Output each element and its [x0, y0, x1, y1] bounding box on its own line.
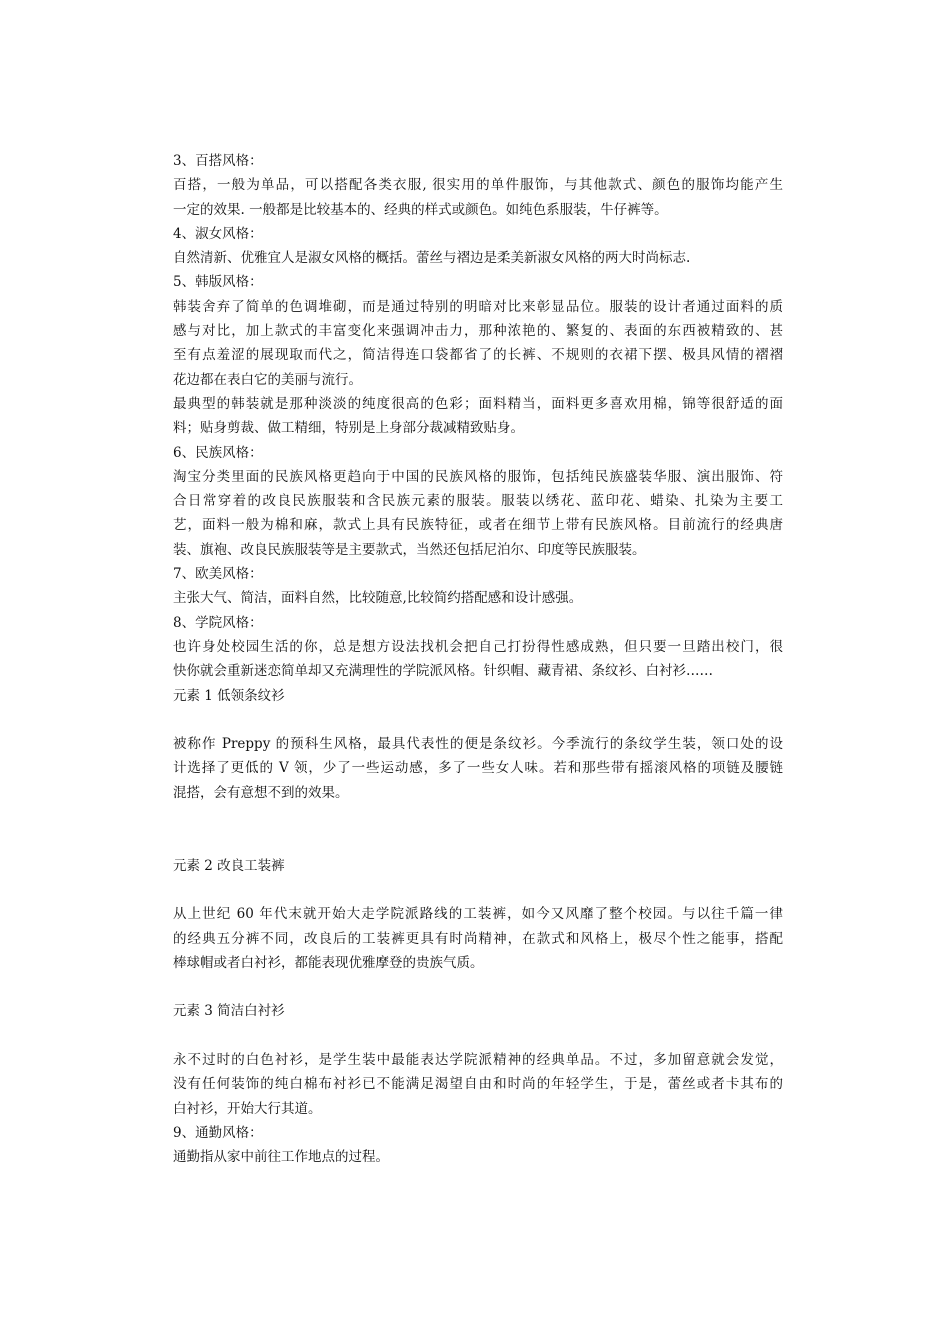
text-line: 白衬衫，开始大行其道。 [173, 1100, 322, 1117]
text-line: 花边都在表白它的美丽与流行。 [173, 371, 362, 388]
text-line: 被称作 Preppy 的预科生风格，最具代表性的便是条纹衫。今季流行的条纹学生装，领口处的设 [173, 736, 783, 753]
text-line: 的经典五分裤不同，改良后的工装裤更具有时尚精神，在款式和风格上，极尽个性之能事，搭配 [173, 930, 783, 947]
text-line: 艺，面料一般为棉和麻，款式上具有民族特征，或者在细节上带有民族风格。目前流行的经典唐 [173, 517, 783, 534]
text-line: 韩装舍弃了简单的色调堆砌，而是通过特别的明暗对比来彰显品位。服装的设计者通过面料的质 [173, 298, 783, 315]
text-line: 料；贴身剪裁、做工精细，特别是上身部分裁减精致贴身。 [173, 420, 524, 437]
blank-line [173, 878, 783, 902]
blank-line [173, 975, 783, 999]
text-line: 9、通勤风格： [173, 1124, 263, 1141]
document-body [173, 149, 783, 1169]
text-line: 元素 1 低领条纹衫 [173, 687, 285, 704]
text-line: 感与对比，加上款式的丰富变化来强调冲击力，那种浓艳的、繁复的、表面的东西被精致的、甚 [173, 323, 783, 340]
text-line: 5、韩版风格： [173, 274, 263, 291]
text-line: 7、欧美风格： [173, 566, 263, 583]
text-line: 永不过时的白色衬衫，是学生装中最能表达学院派精神的经典单品。不过，多加留意就会发觉， [173, 1051, 783, 1068]
text-line: 自然清新、优雅宜人是淑女风格的概括。蕾丝与褶边是柔美新淑女风格的两大时尚标志. [173, 250, 691, 267]
text-line: 8、学院风格： [173, 614, 263, 631]
text-line: 主张大气、简洁，面料自然，比较随意,比较简约搭配感和设计感强。 [173, 590, 583, 607]
text-line: 通勤指从家中前往工作地点的过程。 [173, 1149, 389, 1166]
text-line: 棒球帽或者白衬衫，都能表现优雅摩登的贵族气质。 [173, 954, 484, 971]
text-line: 6、民族风格： [173, 444, 263, 461]
text-line: 淘宝分类里面的民族风格更趋向于中国的民族风格的服饰，包括纯民族盛装华服、演出服饰、符 [173, 468, 783, 485]
text-line: 3、百搭风格： [173, 153, 263, 169]
text-line: 没有任何装饰的纯白棉布衬衫已不能满足渴望自由和时尚的年轻学生，于是，蕾丝或者卡其布的 [173, 1076, 783, 1093]
text-line: 合日常穿着的改良民族服装和含民族元素的服装。服装以绣花、蓝印花、蜡染、扎染为主要工 [173, 493, 783, 510]
text-line: 计选择了更低的 V 领，少了一些运动感，多了一些女人味。若和那些带有摇滚风格的项链及腰链 [173, 760, 783, 777]
text-line: 从上世纪 60 年代末就开始大走学院派路线的工装裤，如今又风靡了整个校园。与以往千篇一律 [173, 906, 783, 923]
blank-line [173, 805, 783, 854]
text-line: 百搭，一般为单品，可以搭配各类衣服, 很实用的单件服饰，与其他款式、颜色的服饰均能产生 [173, 177, 783, 194]
text-line: 至有点羞涩的展现取而代之，简洁得连口袋都省了的长裤、不规则的衣裙下摆、极具风情的褶褶 [173, 347, 783, 364]
blank-line [173, 708, 783, 732]
blank-line [173, 1024, 783, 1048]
text-line: 装、旗袍、改良民族服装等是主要款式，当然还包括尼泊尔、印度等民族服装。 [173, 541, 646, 558]
text-line: 也许身处校园生活的你，总是想方设法找机会把自己打扮得性感成熟，但只要一旦踏出校门，很 [173, 638, 783, 655]
text-line: 一定的效果. 一般都是比较基本的、经典的样式或颜色。如纯色系服装，牛仔裤等。 [173, 201, 668, 218]
text-line: 元素 2 改良工装裤 [173, 857, 285, 874]
text-line: 4、淑女风格： [173, 225, 263, 242]
text-line: 元素 3 简洁白衬衫 [173, 1003, 285, 1020]
text-line: 混搭，会有意想不到的效果。 [173, 784, 349, 801]
text-line: 最典型的韩装就是那种淡淡的纯度很高的色彩；面料精当，面料更多喜欢用棉，锦等很舒适的面 [173, 395, 783, 412]
text-line: 快你就会重新迷恋简单却又充满理性的学院派风格。针织帽、藏青裙、条纹衫、白衬衫…… [173, 663, 713, 680]
